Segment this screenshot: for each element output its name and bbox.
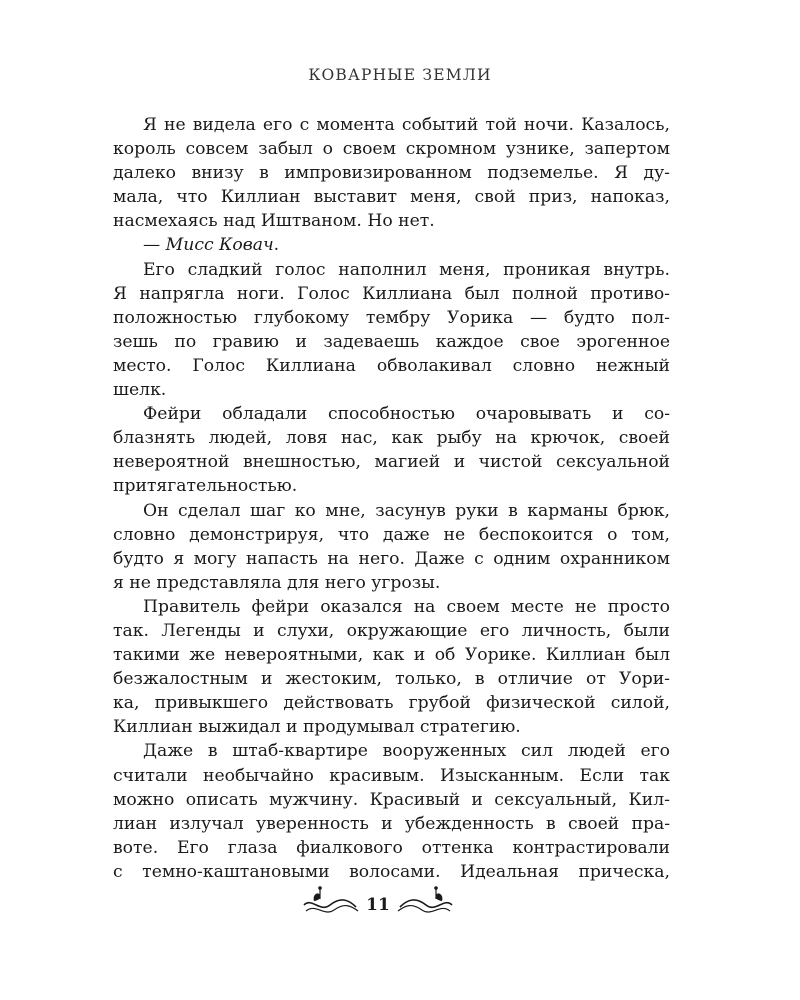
text-line: будто я могу напасть на него. Даже с одним охранником [113,548,670,569]
text-line: притягательностью. [113,476,298,497]
left-ornament-icon [300,883,360,923]
text-line: безжалостным и жестоким, только, в отличие от Уори- [113,669,670,690]
text-line: далеко внизу в импровизированном подземелье. Я ду- [113,163,670,184]
text-line: я не представляла для него угрозы. [113,572,441,593]
page-footer [0,883,800,923]
dialogue-italic: Мисс Ковач [165,235,274,256]
text-line: лиан излучал уверенность и убежденность в своей пра- [113,813,670,834]
text-line: невероятной внешностью, магией и чистой сексуальной [113,452,670,473]
text-line: шелк. [113,380,167,401]
text-line: Даже в штаб-квартире вооруженных сил людей его [143,741,670,762]
page-number: 11 [366,895,390,915]
text-line: словно демонстрируя, что даже не беспокоится о том, [113,524,670,545]
text-line: ка, привыкшего действовать грубой физической силой, [113,693,670,714]
text-line: Я напрягла ноги. Голос Киллиана был полной противо- [113,283,670,304]
text-line: Киллиан выжидал и продумывал стратегию. [113,717,521,738]
text-line: так. Легенды и слухи, окружающие его личность, были [113,620,670,641]
right-ornament-icon [396,883,456,923]
text-line: король совсем забыл о своем скромном узнике, запертом [113,139,670,160]
dialogue-end: . [273,235,280,256]
dialogue-dash: — [143,235,166,256]
text-line: Его сладкий голос наполнил меня, проникая внутрь. [143,259,670,280]
running-title: КОВАРНЫЕ ЗЕМЛИ [308,66,492,84]
text-line: такими же невероятными, как и об Уорике. Киллиан был [113,645,670,666]
dialogue-line [113,233,670,257]
text-line: насмехаясь над Иштваном. Но нет. [113,211,435,232]
text-line: положностью глубокому тембру Уорика — будто пол- [113,307,670,328]
text-line: считали необычайно красивым. Изысканным. Если так [113,765,670,786]
text-line: место. Голос Киллиана обволакивал словно нежный [113,355,670,376]
text-line: Я не видела его с момента событий той ночи. Казалось, [143,115,670,135]
text-line: Фейри обладали способностью очаровывать и со- [143,404,670,425]
body-text [113,113,670,884]
text-line: мала, что Киллиан выставит меня, свой приз, напоказ, [113,187,670,208]
text-line: Правитель фейри оказался на своем месте не просто [143,596,670,617]
text-line: можно описать мужчину. Красивый и сексуальный, Кил- [113,789,670,810]
text-line: с темно-каштановыми волосами. Идеальная прическа, [113,861,670,882]
text-line: Он сделал шаг ко мне, засунув руки в карманы брюк, [143,500,670,521]
text-line: блазнять людей, ловя нас, как рыбу на крючок, своей [113,428,670,449]
text-line: воте. Его глаза фиалкового оттенка контрастировали [113,837,670,858]
text-line: зешь по гравию и задеваешь каждое свое эрогенное [113,331,670,352]
